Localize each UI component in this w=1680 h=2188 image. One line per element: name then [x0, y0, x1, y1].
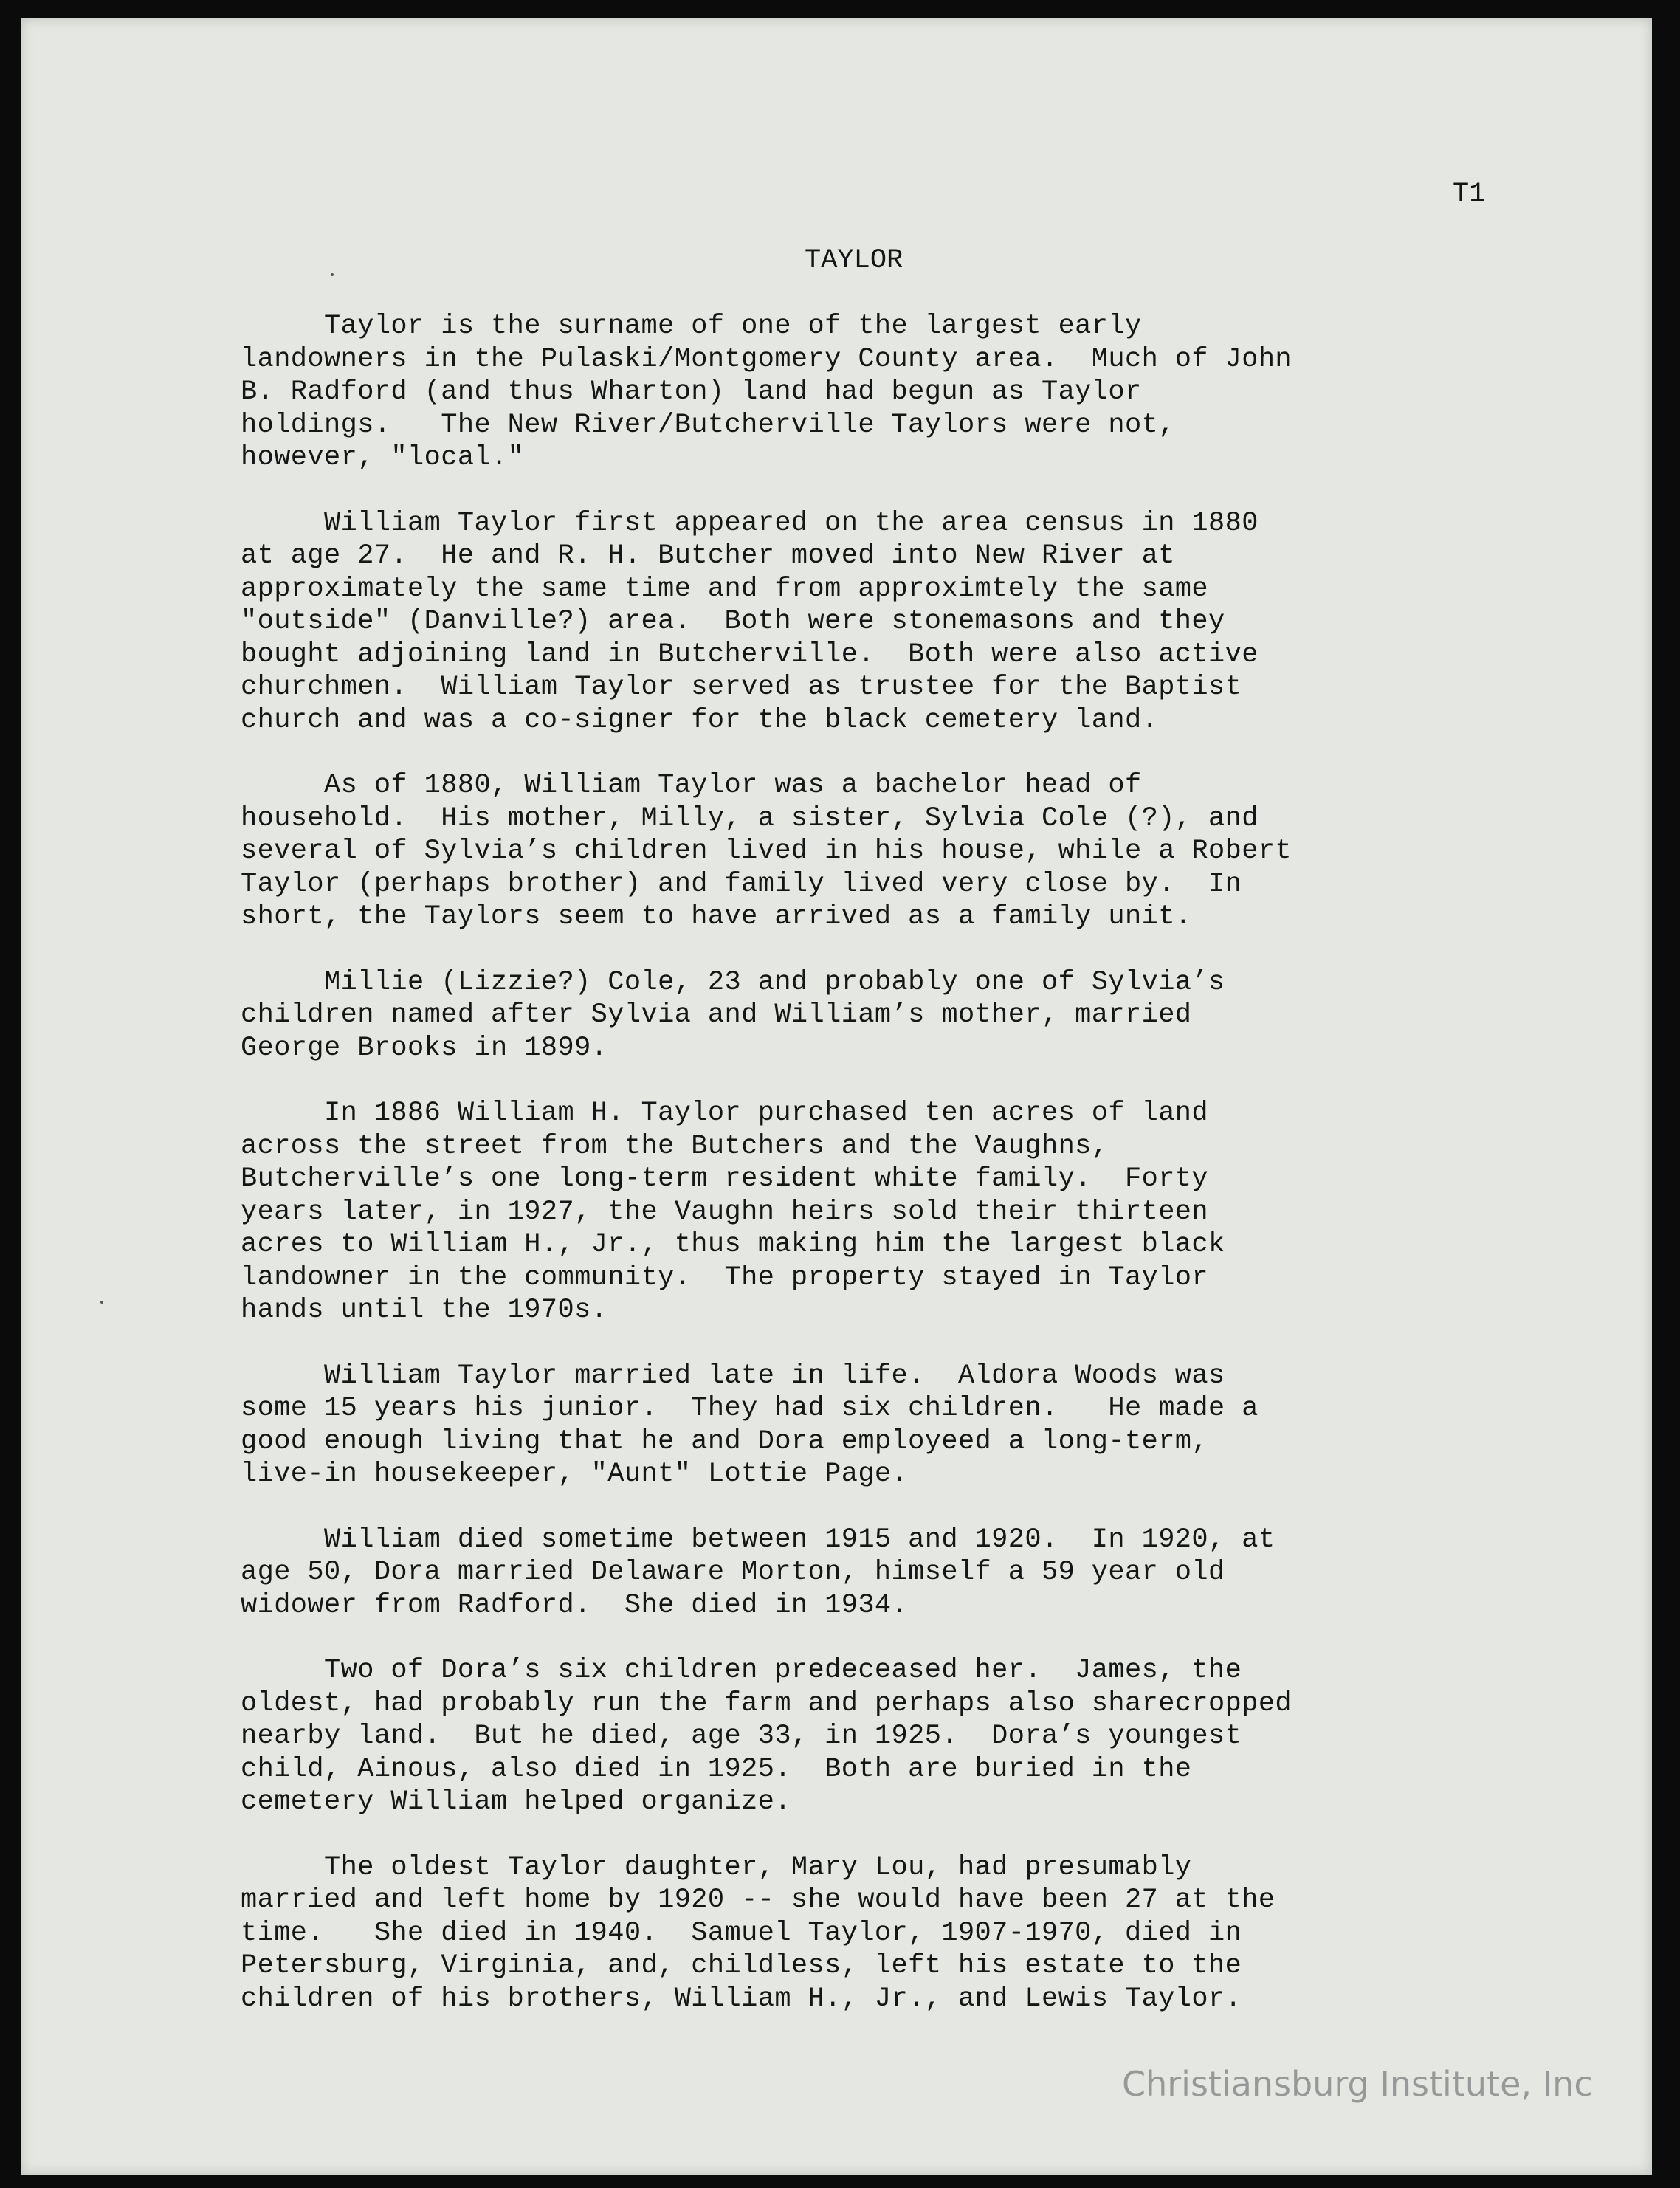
paper-speck	[100, 1301, 103, 1304]
paragraph	[241, 1524, 1495, 1623]
text-line: married and left home by 1920 -- she would have been 27 at the	[241, 1885, 1276, 1916]
text-line: household. His mother, Milly, a sister, Sylvia Cole (?), and	[241, 802, 1259, 834]
text-line: some 15 years his junior. They had six children. He made a	[241, 1393, 1259, 1424]
text-line: Taylor (perhaps brother) and family lived very close by. In	[241, 868, 1242, 900]
paragraph	[241, 1851, 1495, 2016]
text-line: "outside" (Danville?) area. Both were stonemasons and they	[241, 606, 1225, 637]
text-line: Taylor is the surname of one of the largest early	[241, 311, 1142, 342]
text-line: across the street from the Butchers and the Vaughns,	[241, 1130, 1109, 1162]
text-line: William died sometime between 1915 and 1920. In 1920, at	[241, 1524, 1276, 1555]
text-line: approximately the same time and from approximtely the same	[241, 573, 1209, 605]
text-line: The oldest Taylor daughter, Mary Lou, had presumably	[241, 1851, 1192, 1883]
text-line: B. Radford (and thus Wharton) land had begun as Taylor	[241, 376, 1142, 407]
text-line: however, "local."	[241, 442, 525, 473]
text-line: hands until the 1970s.	[241, 1295, 608, 1326]
text-line: landowners in the Pulaski/Montgomery County area. Much of John	[241, 343, 1292, 375]
text-line: oldest, had probably run the farm and perhaps also sharecropped	[241, 1688, 1292, 1719]
text-line: As of 1880, William Taylor was a bachelor head of	[241, 770, 1142, 801]
text-line: widower from Radford. She died in 1934.	[241, 1589, 909, 1621]
paper-speck	[331, 273, 334, 276]
text-line: William Taylor married late in life. Aldora Woods was	[241, 1360, 1225, 1391]
text-line: years later, in 1927, the Vaughn heirs sold their thirteen	[241, 1196, 1209, 1228]
watermark: Christiansburg Institute, Inc	[1122, 2064, 1593, 2104]
text-line: good enough living that he and Dora employeed a long-term,	[241, 1425, 1209, 1457]
text-line: child, Ainous, also died in 1925. Both are buried in the	[241, 1753, 1192, 1785]
paragraph	[241, 1654, 1495, 1819]
paragraph	[241, 966, 1495, 1065]
text-line: short, the Taylors seem to have arrived as a family unit.	[241, 901, 1192, 932]
text-line: age 50, Dora married Delaware Morton, himself a 59 year old	[241, 1557, 1225, 1588]
text-line: acres to William H., Jr., thus making him the largest black	[241, 1229, 1225, 1260]
text-line: time. She died in 1940. Samuel Taylor, 1907-1970, died in	[241, 1917, 1242, 1949]
text-line: Butcherville’s one long-term resident white family. Forty	[241, 1163, 1209, 1194]
text-line: Millie (Lizzie?) Cole, 23 and probably one of Sylvia’s	[241, 966, 1225, 998]
text-line: William Taylor first appeared on the area census in 1880	[241, 507, 1259, 539]
paragraph	[241, 769, 1495, 934]
paragraph	[241, 507, 1495, 737]
text-line: holdings. The New River/Butcherville Taylors were not,	[241, 409, 1175, 441]
text-line: nearby land. But he died, age 33, in 1925. Dora’s youngest	[241, 1721, 1242, 1752]
text-line: at age 27. He and R. H. Butcher moved into New River at	[241, 540, 1175, 571]
text-line: landowner in the community. The property stayed in Taylor	[241, 1262, 1209, 1293]
document-body	[241, 310, 1495, 2048]
text-line: church and was a co-signer for the black cemetery land.	[241, 704, 1159, 736]
text-line: Two of Dora’s six children predeceased her. James, the	[241, 1655, 1242, 1686]
text-line: several of Sylvia’s children lived in his house, while a Robert	[241, 836, 1292, 867]
paragraph	[241, 1097, 1495, 1327]
text-line: In 1886 William H. Taylor purchased ten acres of land	[241, 1098, 1209, 1129]
text-line: children of his brothers, William H., Jr., and Lewis Taylor.	[241, 1983, 1242, 2015]
text-line: Petersburg, Virginia, and, childless, left his estate to the	[241, 1950, 1242, 1981]
text-line: live-in housekeeper, "Aunt" Lottie Page.	[241, 1459, 909, 1490]
paragraph	[241, 310, 1495, 475]
page-number: T1	[1453, 179, 1486, 210]
text-line: churchmen. William Taylor served as trustee for the Baptist	[241, 672, 1242, 703]
paragraph	[241, 1360, 1495, 1491]
document-title: TAYLOR	[805, 245, 903, 276]
text-line: cemetery William helped organize.	[241, 1786, 791, 1817]
text-line: bought adjoining land in Butcherville. Both were also active	[241, 639, 1259, 670]
text-line: George Brooks in 1899.	[241, 1032, 608, 1064]
text-line: children named after Sylvia and William’s mother, married	[241, 1000, 1192, 1031]
